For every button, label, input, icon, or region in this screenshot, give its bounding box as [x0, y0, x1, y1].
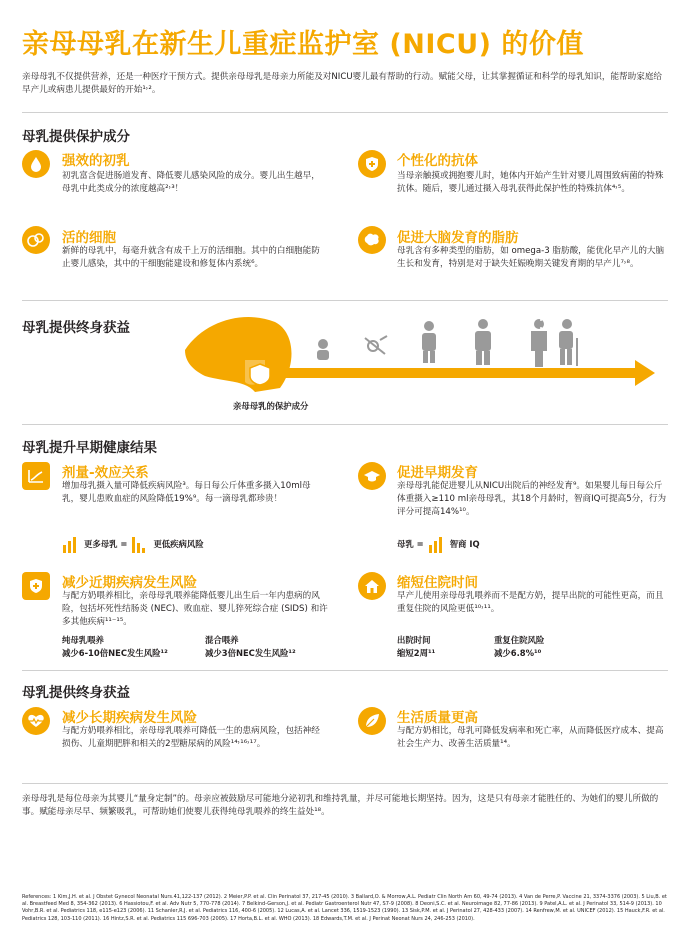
leaf-icon: [358, 707, 386, 735]
lifelong-arrow-graphic: [185, 310, 668, 400]
intro-paragraph: 亲母母乳不仅提供营养，还是一种医疗干预方式。提供亲母母乳是母亲力所能及对NICU婴儿最有帮助的行动。赋能父母，让其掌握循证和科学的母乳知识，能帮助家庭给早产儿或病患儿提供最好的开始¹˒²。: [22, 72, 663, 95]
divider: [22, 783, 668, 784]
item-title: 促进早期发育: [397, 465, 478, 481]
arrow-caption: 亲母母乳的保护成分: [233, 401, 309, 411]
divider: [22, 424, 668, 425]
stat-value: 减少6.8%¹⁰: [494, 648, 542, 658]
stat-label: 纯母乳喂养: [62, 635, 104, 645]
divider: [22, 300, 668, 301]
section-heading-lifelong-2: 母乳提供终身获益: [22, 685, 130, 701]
item-title: 强效的初乳: [62, 153, 130, 169]
section-heading-early: 母乳提升早期健康结果: [22, 440, 157, 456]
equation-iq: [397, 535, 480, 553]
item-title: 减少长期疾病发生风险: [62, 710, 197, 726]
divider: [22, 112, 668, 113]
stat-value: 缩短2周¹¹: [397, 648, 436, 658]
shield-plus-icon: [358, 150, 386, 178]
item-title: 活的细胞: [62, 230, 116, 246]
item-title: 剂量-效应关系: [62, 465, 149, 481]
stat-label: 出院时间: [397, 635, 431, 645]
heartbeat-icon: [22, 707, 50, 735]
equation-more-milk: [62, 535, 204, 553]
closing-paragraph: 亲母母乳是每位母亲为其婴儿“量身定制”的。母亲应被鼓励尽可能地分泌初乳和维持乳量，并尽可能地长期坚持。因为，这是只有母亲才能胜任的、为她们的婴儿所做的事。赋能母亲尽早、频繁吸乳，可帮助她们使婴儿获得纯母乳喂养的终生益处¹⁸。: [22, 794, 659, 817]
drop-icon: [22, 150, 50, 178]
equation-right: 更低疾病风险: [153, 539, 204, 549]
bars-up-icon: [428, 535, 446, 553]
stat-label: 重复住院风险: [494, 635, 545, 645]
item-text: 初乳富含促进肠道发育、降低婴儿感染风险的成分。婴儿出生越早，母乳中此类成分的浓度越高²˒³！: [62, 171, 320, 194]
section-heading-protective: 母乳提供保护成分: [22, 129, 130, 145]
house-icon: [358, 572, 386, 600]
bars-up-icon: [62, 535, 80, 553]
page-title: 亲母母乳在新生儿重症监护室 (NICU) 的价值: [22, 29, 584, 60]
item-title: 个性化的抗体: [397, 153, 478, 169]
item-text: 与配方奶相比，母乳可降低发病率和死亡率，从而降低医疗成本、提高社会生产力、改善生活质量¹⁴。: [397, 726, 664, 749]
item-text: 与配方奶喂养相比，亲母母乳喂养能降低婴儿出生后一年内患病的风险，包括坏死性结肠炎 (NEC)、败血症、婴儿猝死综合症 (SIDS) 和许多其他疾病¹¹⁻¹⁵。: [62, 591, 328, 627]
references: References: 1 Kim,J.H. et al. J Obstet Gynecol Neonatal Nurs.41,122-137 (2012). 2 Meier,P.P. et al. Clin Perinatol 37, 217-45 (2010). 3 Ballard,O. & Morrow,A.L. Pediatr Clin North Am 60, 49-74 (2013). 4 Van de Perre,P. Vaccine 21, 3374-3376 (2003). 5 Liu,B. et al. Breastfeed Med 8, 354-362 (2013). 6 Hassiotou,F. et al. Adv Nutr 5, 770-778 (2014). 7 Belkind-Gerson,J. et al. Pediatr Gastroenterol Nutr 47, S7-9 (2008). 8 Deoni,S.C. et al. Neuroimage 82, 77-86 (2013). 9 Patel,A.L. et al. J Perinatol 33, 514-9 (2013). 10 Vohr,B.R. et al. Pediatrics 118, e115-e123 (2006). 11 Schanler,R.J. et al. Pediatrics 116, 400-6 (2005). 12 Lucas,A. et al. Lancet 336, 1519-1523 (1990). 13 Sisk,P.M. et al. J Perinatol 27, 428-433 (2007). 14 Renfrew,M. et al. UNICEF (2012). 15 Hauck,F.R. et al. Pediatrics 128, 103-110 (2011). 16 Hintz,S.R. et al. Pediatrics 115 696-703 (2005). 17 Horta,B.L. et al. WHO (2013). 18 Edwards,T.M. et al. J Perinat Neonat Nurs 24, 246-253 (2010).: [22, 894, 667, 922]
item-text: 母乳含有多种类型的脂肪，如 omega-3 脂肪酸，能优化早产儿的大脑生长和发育，特别是对于缺失妊娠晚期关键发育期的早产儿⁷˒⁸。: [397, 246, 665, 269]
item-text: 早产儿使用亲母母乳喂养而不是配方奶，提早出院的可能性更高，而且重复住院的风险更低¹⁰˒¹¹。: [397, 591, 664, 614]
item-text: 与配方奶喂养相比，亲母母乳喂养可降低一生的患病风险，包括神经损伤、儿童期肥胖和相关的2型糖尿病的风险¹⁴˒¹⁶˒¹⁷。: [62, 726, 320, 749]
chart-icon: [22, 462, 50, 490]
item-title: 缩短住院时间: [397, 575, 478, 591]
divider: [22, 670, 668, 671]
shield-plus-icon: [22, 572, 50, 600]
graduation-cap-icon: [358, 462, 386, 490]
equation-left: 更多母乳 =: [84, 539, 128, 549]
stat-value: 减少6-10倍NEC发生风险¹²: [62, 648, 168, 658]
stat-value: 减少3倍NEC发生风险¹²: [205, 648, 296, 658]
section-heading-lifelong: 母乳提供终身获益: [22, 320, 130, 336]
cells-icon: [22, 226, 50, 254]
item-text: 亲母母乳能促进婴儿从NICU出院后的神经发育⁹。如果婴儿每日每公斤体重摄入≥110 ml亲母母乳，其18个月龄时，智商IQ可提高5分，行为评分可提高14%¹⁰。: [397, 481, 667, 517]
brain-icon: [358, 226, 386, 254]
item-text: 新鲜的母乳中，每毫升就含有成千上万的活细胞。其中的白细胞能防止婴儿感染，其中的干细胞能建设和修复体内系统⁶。: [62, 246, 320, 269]
equation-left: 母乳 =: [397, 539, 424, 549]
bars-down-icon: [131, 535, 149, 553]
item-text: 增加母乳摄入量可降低疾病风险³。每日每公斤体重多摄入10ml母乳，婴儿患败血症的风险降低19%⁹。每一滴母乳都珍贵！: [62, 481, 311, 504]
item-title: 减少近期疾病发生风险: [62, 575, 197, 591]
item-title: 促进大脑发育的脂肪: [397, 230, 519, 246]
item-text: 当母亲触摸或拥抱婴儿时，她体内开始产生针对婴儿周围致病菌的特殊抗体。随后，婴儿通过摄入母乳获得此保护性的特殊抗体⁴˒⁵。: [397, 171, 664, 194]
stat-label: 混合喂养: [205, 635, 239, 645]
equation-right: 智商 IQ: [449, 539, 480, 549]
item-title: 生活质量更高: [397, 710, 478, 726]
